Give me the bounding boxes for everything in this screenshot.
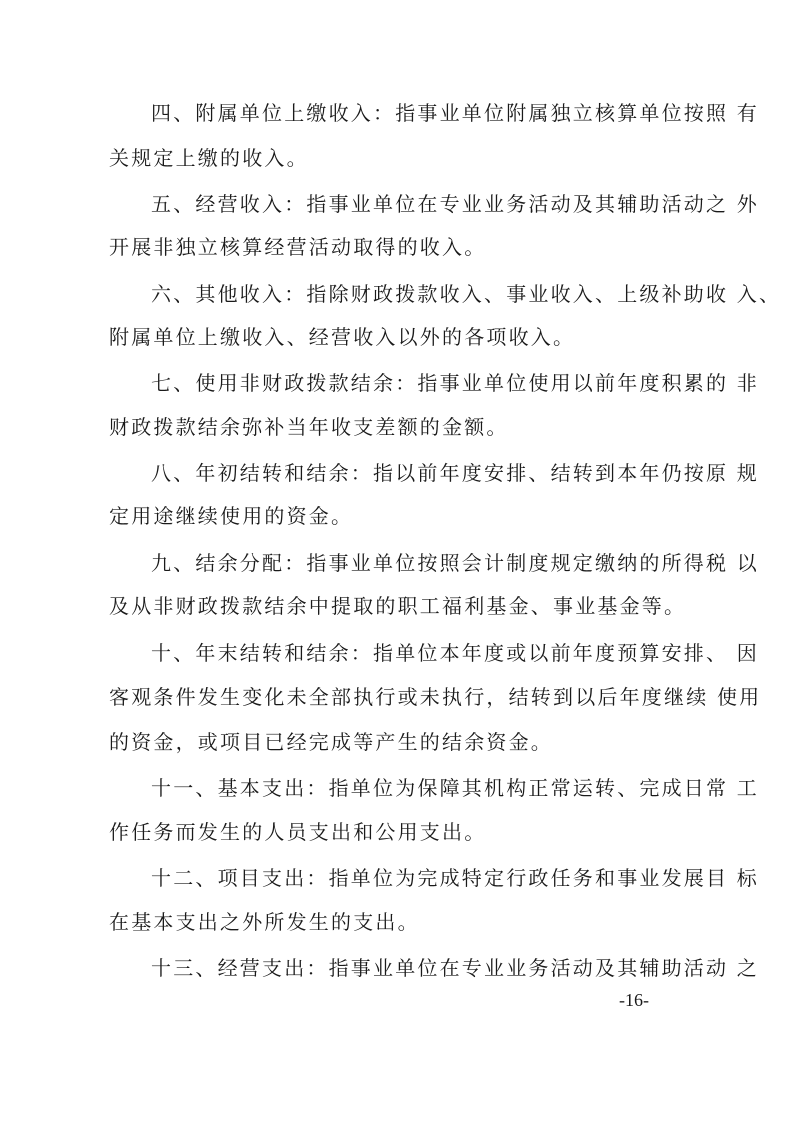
page-number: -16- bbox=[619, 990, 649, 1010]
paragraph-line: 十二、项目支出：指单位为完成特定行政任务和事业发展目 标 bbox=[151, 866, 759, 890]
paragraph-line: 开展非独立核算经营活动取得的收入。 bbox=[109, 235, 487, 259]
paragraph-line: 附属单位上缴收入、经营收入以外的各项收入。 bbox=[109, 325, 576, 349]
paragraph-line: 财政拨款结余弥补当年收支差额的金额。 bbox=[109, 415, 509, 439]
paragraph-line: 七、使用非财政拨款结余：指事业单位使用以前年度积累的 非 bbox=[151, 371, 759, 395]
paragraph-line: 五、经营收入：指事业单位在专业业务活动及其辅助活动之 外 bbox=[151, 192, 759, 216]
paragraph-line: 十、年末结转和结余：指单位本年度或以前年度预算安排、 因 bbox=[151, 641, 759, 665]
paragraph-line: 十一、基本支出：指单位为保障其机构正常运转、完成日常 工 bbox=[151, 776, 759, 800]
paragraph-line: 四、附属单位上缴收入：指事业单位附属独立核算单位按照 有 bbox=[151, 101, 759, 125]
paragraph-line: 关规定上缴的收入。 bbox=[109, 146, 309, 170]
paragraph-line: 在基本支出之外所发生的支出。 bbox=[109, 910, 420, 934]
paragraph-line: 十三、经营支出：指事业单位在专业业务活动及其辅助活动 之 bbox=[151, 956, 759, 980]
paragraph-line: 的资金，或项目已经完成等产生的结余资金。 bbox=[109, 730, 553, 754]
paragraph-line: 八、年初结转和结余：指以前年度安排、结转到本年仍按原 规 bbox=[151, 461, 759, 485]
paragraph-line: 客观条件发生变化未全部执行或未执行，结转到以后年度继续 使用 bbox=[109, 685, 762, 709]
paragraph-line: 定用途继续使用的资金。 bbox=[109, 504, 354, 528]
paragraph-line: 及从非财政拨款结余中提取的职工福利基金、事业基金等。 bbox=[109, 594, 687, 618]
paragraph-line: 六、其他收入：指除财政拨款收入、事业收入、上级补助收 入、 bbox=[151, 282, 782, 306]
paragraph-line: 作任务而发生的人员支出和公用支出。 bbox=[109, 820, 487, 844]
paragraph-line: 九、结余分配：指事业单位按照会计制度规定缴纳的所得税 以 bbox=[151, 551, 759, 575]
